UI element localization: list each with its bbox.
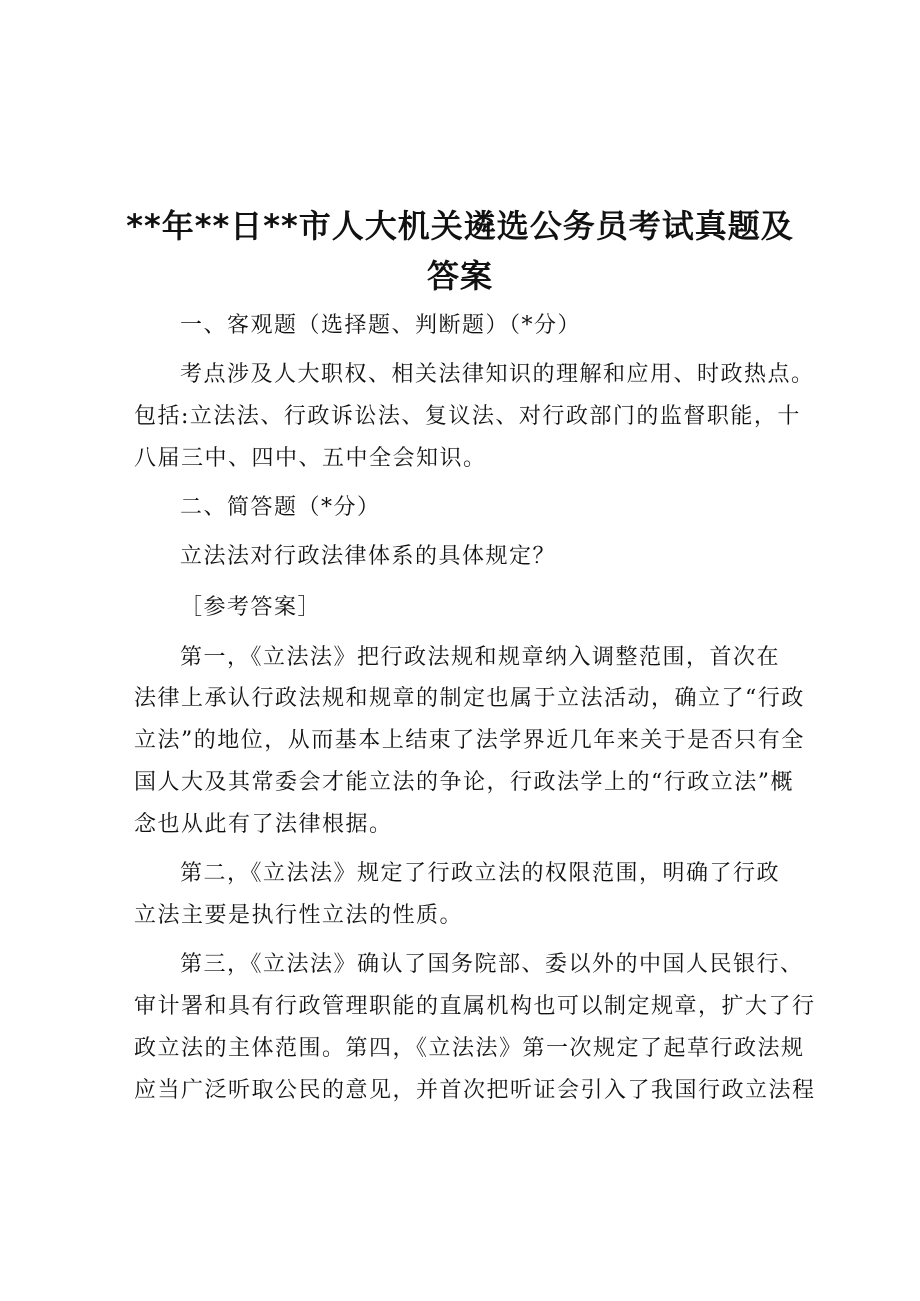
document-title-line-1: **年**日**市人大机关遴选公务员考试真题及 [126, 207, 794, 245]
answer-label: ［参考答案］ [180, 595, 322, 620]
section-heading-short-answer: 二、简答题（*分） [180, 495, 381, 520]
paragraph-line: 考点涉及人大职权、相关法律知识的理解和应用、时政热点。 [180, 362, 815, 387]
paragraph-line: 立法主要是执行性立法的性质。 [134, 903, 464, 928]
paragraph-line: 第一，《立法法》把行政法规和规章纳入调整范围，首次在 [180, 645, 781, 670]
paragraph-line: 第二，《立法法》规定了行政立法的权限范围，明确了行政 [180, 861, 781, 886]
paragraph-line: 审计署和具有行政管理职能的直属机构也可以制定规章，扩大了行 [134, 994, 816, 1019]
section-heading-objective: 一、客观题（选择题、判断题）（*分） [180, 313, 582, 338]
paragraph-line: 念也从此有了法律根据。 [134, 812, 393, 837]
paragraph-line: 政立法的主体范围。第四，《立法法》第一次规定了起草行政法规 [134, 1036, 805, 1061]
paragraph-line: 立法”的地位，从而基本上结束了法学界近几年来关于是否只有全 [134, 728, 805, 753]
paragraph-line: 八届三中、四中、五中全会知识。 [134, 446, 487, 471]
paragraph-line: 应当广泛听取公民的意见，并首次把听证会引入了我国行政立法程 [134, 1078, 816, 1103]
paragraph-line: 法律上承认行政法规和规章的制定也属于立法活动，确立了“行政 [134, 686, 805, 711]
paragraph-line: 国人大及其常委会才能立法的争论，行政法学上的“行政立法”概 [134, 770, 794, 795]
document-title-line-2: 答案 [426, 257, 493, 295]
paragraph-line: 第三，《立法法》确认了国务院部、委以外的中国人民银行、 [180, 952, 804, 977]
question-text: 立法法对行政法律体系的具体规定？ [180, 544, 557, 569]
paragraph-line: 包括:立法法、行政诉讼法、复议法、对行政部门的监督职能，十 [134, 404, 801, 429]
